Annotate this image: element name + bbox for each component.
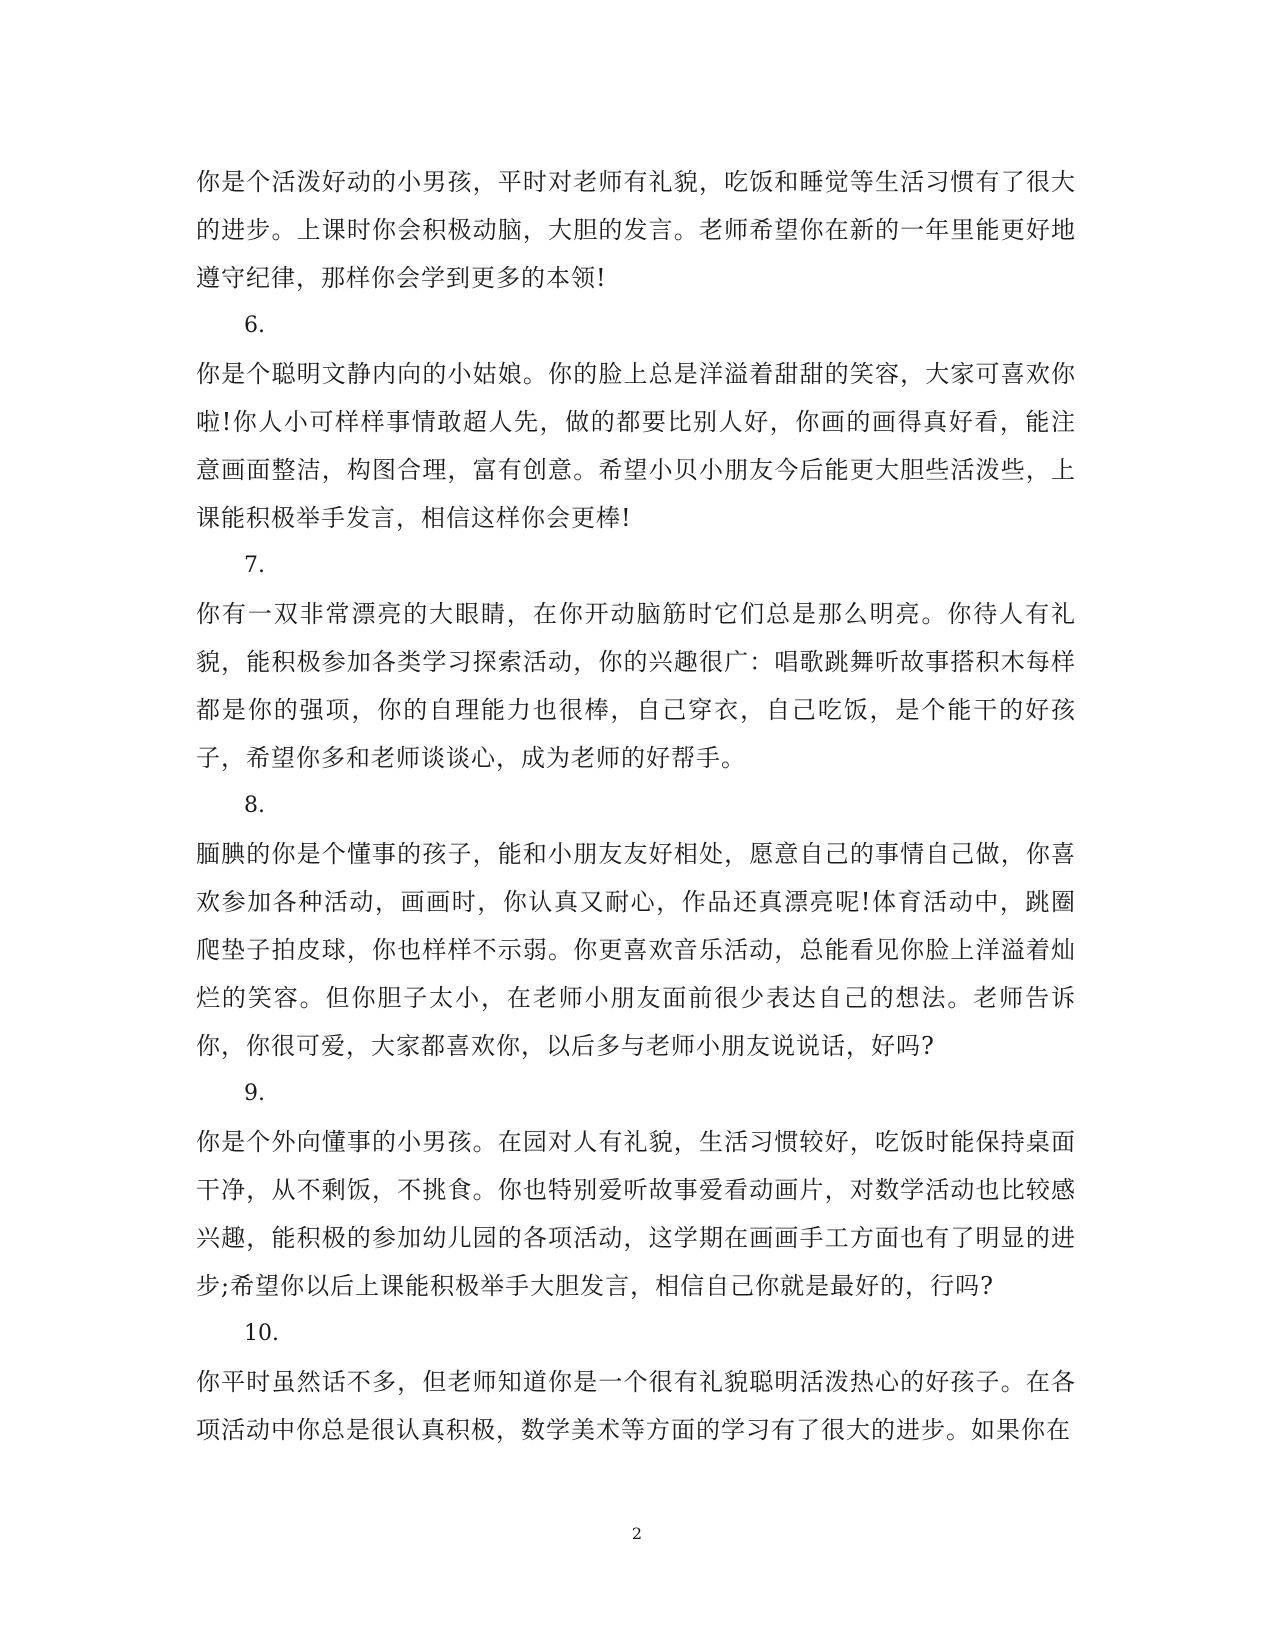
item-number-9: 9. <box>244 1081 265 1106</box>
comment-7-text: 你有一双非常漂亮的大眼睛，在你开动脑筋时它们总是那么明亮。你待人有礼貌，能积极参加各类学习探索活动，你的兴趣很广：唱歌跳舞听故事搭积木每样都是你的强项，你的自理能力也很棒，自己穿衣，自己吃饭，是个能干的好孩子，希望你多和老师谈谈心，成为老师的好帮手。 <box>196 600 1076 772</box>
item-number-6: 6. <box>244 313 265 338</box>
comment-10-text: 你平时虽然话不多，但老师知道你是一个很有礼貌聪明活泼热心的好孩子。在各项活动中你总是很认真积极，数学美术等方面的学习有了很大的进步。如果你在 <box>196 1368 1076 1444</box>
comment-9-text: 你是个外向懂事的小男孩。在园对人有礼貌，生活习惯较好，吃饭时能保持桌面干净，从不剩饭，不挑食。你也特别爱听故事爱看动画片，对数学活动也比较感兴趣，能积极的参加幼儿园的各项活动，这学期在画画手工方面也有了明显的进步;希望你以后上课能积极举手大胆发言，相信自己你就是最好的，行吗? <box>196 1128 1076 1300</box>
item-number-7: 7. <box>244 553 265 578</box>
page-number: 2 <box>631 1524 643 1543</box>
document-body <box>196 158 1076 1454</box>
comment-5-text: 你是个活泼好动的小男孩，平时对老师有礼貌，吃饭和睡觉等生活习惯有了很大的进步。上课时你会积极动脑，大胆的发言。老师希望你在新的一年里能更好地遵守纪律，那样你会学到更多的本领! <box>196 168 1076 292</box>
comment-6-text: 你是个聪明文静内向的小姑娘。你的脸上总是洋溢着甜甜的笑容，大家可喜欢你啦!你人小可样样事情敢超人先，做的都要比别人好，你画的画得真好看，能注意画面整洁，构图合理，富有创意。希望小贝小朋友今后能更大胆些活泼些，上课能积极举手发言，相信这样你会更棒! <box>196 360 1076 532</box>
item-number-10: 10. <box>244 1321 279 1346</box>
comment-8-text: 腼腆的你是个懂事的孩子，能和小朋友友好相处，愿意自己的事情自己做，你喜欢参加各种活动，画画时，你认真又耐心，作品还真漂亮呢!体育活动中，跳圈爬垫子拍皮球，你也样样不示弱。你更喜欢音乐活动，总能看见你脸上洋溢着灿烂的笑容。但你胆子太小，在老师小朋友面前很少表达自己的想法。老师告诉你，你很可爱，大家都喜欢你，以后多与老师小朋友说说话，好吗? <box>196 840 1076 1060</box>
item-number-8: 8. <box>244 793 265 818</box>
